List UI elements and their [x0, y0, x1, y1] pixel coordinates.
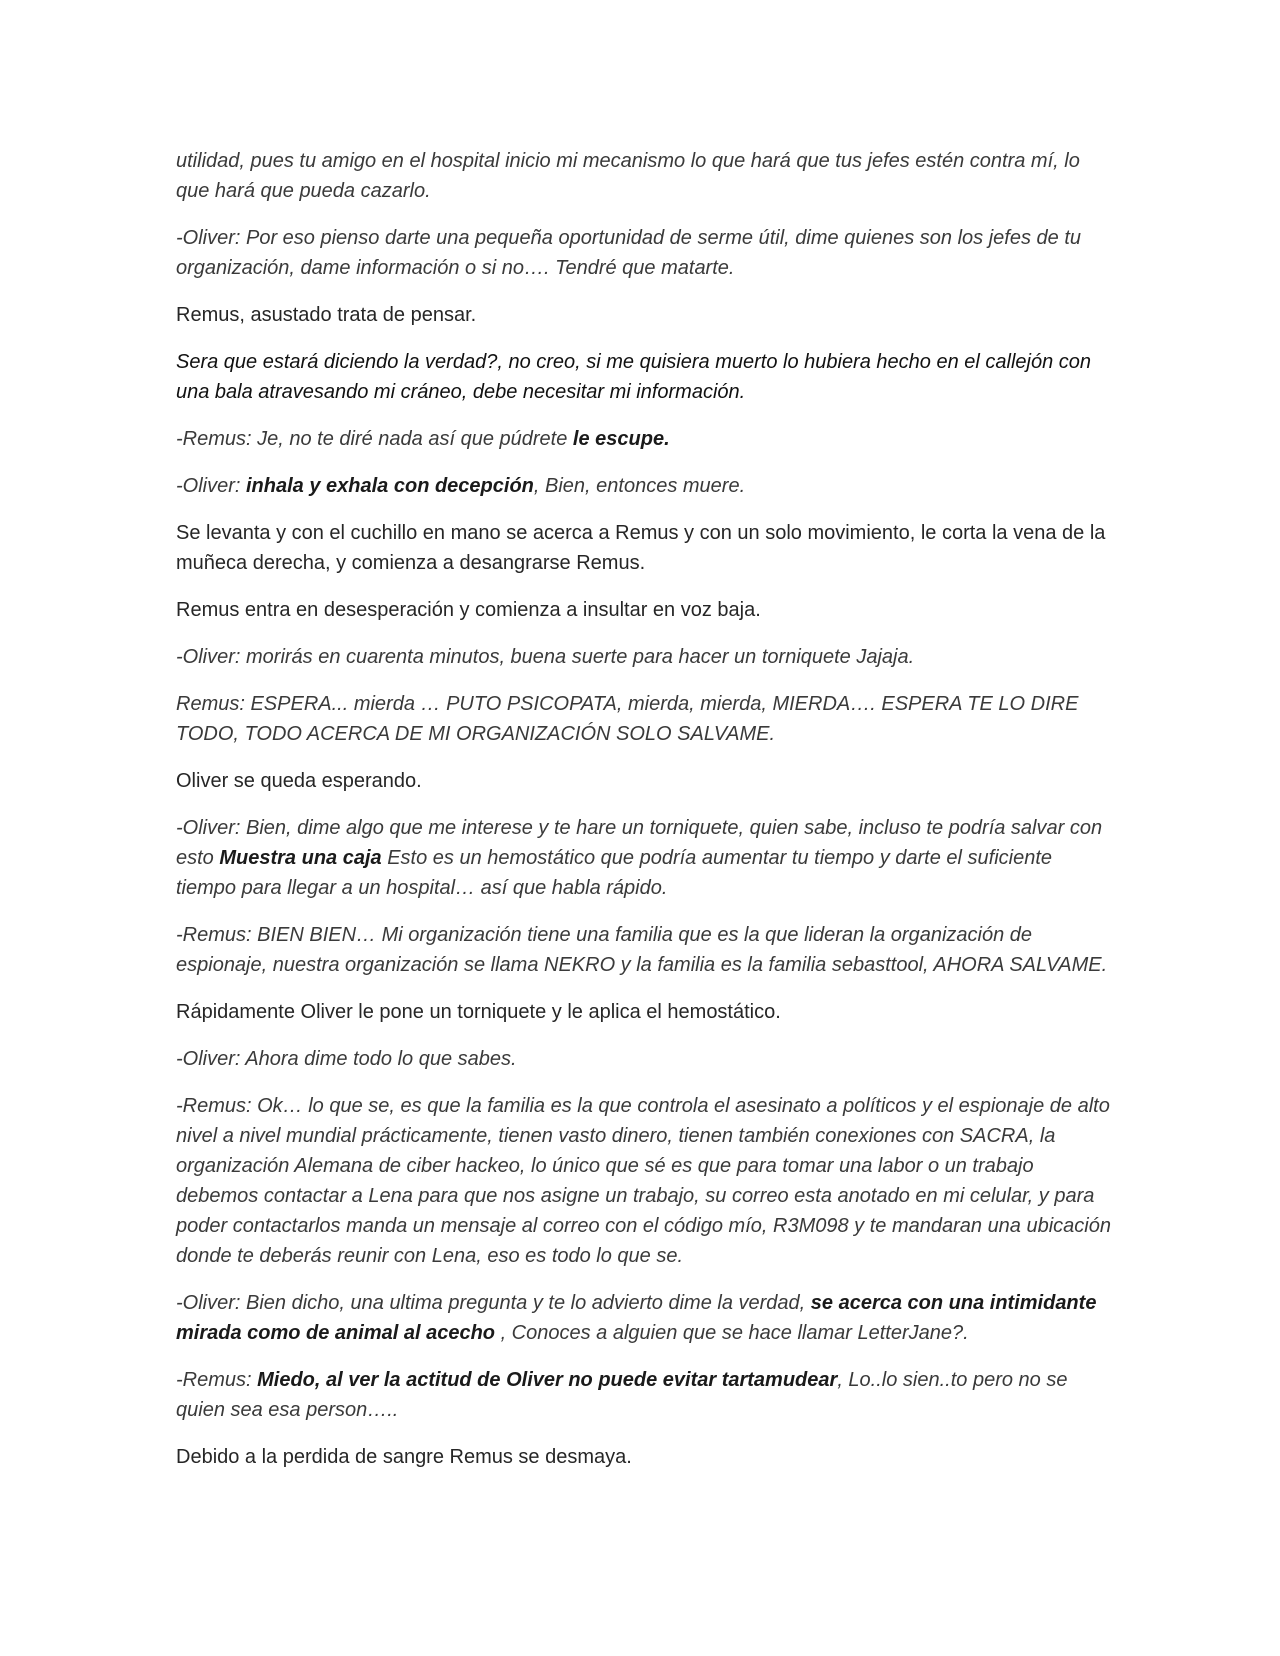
paragraph-text: -Remus: Ok… lo que se, es que la familia es la que controla el asesinato a políticos y el espionaje de alto nivel a nivel mundial prácticamente, tienen vasto dinero, tienen también conexiones con SACRA, la organización Alemana de ciber hackeo, lo único que sé es que para tomar una labor o un trabajo debemos contactar a Lena para que nos asigne un trabajo, su correo esta anotado en mi celular, y para poder contactarlos manda un mensaje al correo con el código mío, R3M098 y te mandaran una ubicación donde te deberás reunir con Lena, eso es todo lo que se.	[176, 1095, 1111, 1267]
paragraph-text: -Oliver: morirás en cuarenta minutos, buena suerte para hacer un torniquete Jajaja.	[176, 646, 915, 668]
paragraph	[176, 300, 1112, 330]
paragraph	[176, 920, 1112, 980]
paragraph-text: Rápidamente Oliver le pone un torniquete y le aplica el hemostático.	[176, 1001, 781, 1023]
paragraph-text: Se levanta y con el cuchillo en mano se acerca a Remus y con un solo movimiento, le corta la vena de la muñeca derecha, y comienza a desangrarse Remus.	[176, 522, 1106, 574]
emphasized-text: Muestra una caja	[219, 847, 382, 869]
paragraph-text: -Oliver: Por eso pienso darte una pequeña oportunidad de serme útil, dime quienes son los jefes de tu organización, dame información o si no…. Tendré que matarte.	[176, 227, 1081, 279]
paragraph	[176, 223, 1112, 283]
paragraph	[176, 518, 1112, 578]
paragraph	[176, 642, 1112, 672]
emphasized-text: Miedo, al ver la actitud de Oliver no puede evitar tartamudear	[257, 1369, 838, 1391]
paragraph-text: Sera que estará diciendo la verdad?, no creo, si me quisiera muerto lo hubiera hecho en el callejón con una bala atravesando mi cráneo, debe necesitar mi información.	[176, 351, 1091, 403]
paragraph	[176, 347, 1112, 407]
paragraph-text: Remus: ESPERA... mierda … PUTO PSICOPATA, mierda, mierda, MIERDA…. ESPERA TE LO DIRE TODO, TODO ACERCA DE MI ORGANIZACIÓN SOLO SALVAME.	[176, 693, 1079, 745]
paragraph	[176, 997, 1112, 1027]
paragraph	[176, 471, 1112, 501]
paragraph-text: -Oliver:	[176, 475, 246, 497]
paragraph	[176, 689, 1112, 749]
paragraph-text: , Conoces a alguien que se hace llamar LetterJane?.	[495, 1322, 969, 1344]
paragraph	[176, 813, 1112, 903]
paragraph	[176, 595, 1112, 625]
paragraph-text: Debido a la perdida de sangre Remus se desmaya.	[176, 1446, 632, 1468]
paragraph-text: -Remus: BIEN BIEN… Mi organización tiene una familia que es la que lideran la organización de espionaje, nuestra organización se llama NEKRO y la familia es la familia sebasttool, AHORA SALVAME.	[176, 924, 1108, 976]
paragraph	[176, 1091, 1112, 1271]
paragraph-text: Oliver se queda esperando.	[176, 770, 422, 792]
paragraph-text: , Bien, entonces muere.	[533, 475, 746, 497]
emphasized-text: inhala y exhala con decepción	[246, 475, 534, 497]
paragraph-text: -Remus: Je, no te diré nada así que púdrete	[176, 428, 573, 450]
paragraph-text: Remus, asustado trata de pensar.	[176, 304, 477, 326]
paragraph	[176, 1442, 1112, 1472]
paragraph	[176, 424, 1112, 454]
paragraph-text: -Oliver: Ahora dime todo lo que sabes.	[176, 1048, 517, 1070]
paragraph-text: -Oliver: Bien dicho, una ultima pregunta y te lo advierto dime la verdad,	[176, 1292, 811, 1314]
paragraph-text: -Remus:	[176, 1369, 258, 1391]
paragraph	[176, 1365, 1112, 1425]
paragraph	[176, 1288, 1112, 1348]
paragraph	[176, 146, 1112, 206]
paragraph	[176, 1044, 1112, 1074]
emphasized-text: le escupe.	[572, 428, 670, 450]
emphasized-text: se acerca con una intimidante mirada como de animal al acecho	[176, 1292, 1097, 1344]
paragraph-text: -Oliver: Bien, dime algo que me interese y te hare un torniquete, quien sabe, incluso te podría salvar con esto	[176, 817, 1103, 869]
paragraph-text: Esto es un hemostático que podría aumentar tu tiempo y darte el suficiente tiempo para llegar a un hospital… así que habla rápido.	[176, 847, 1053, 899]
paragraph-text: utilidad, pues tu amigo en el hospital inicio mi mecanismo lo que hará que tus jefes estén contra mí, lo que hará que pueda cazarlo.	[176, 150, 1080, 202]
document-body	[176, 146, 1112, 1489]
paragraph-text: Remus entra en desesperación y comienza a insultar en voz baja.	[176, 599, 761, 621]
paragraph	[176, 766, 1112, 796]
paragraph-text: , Lo..lo sien..to pero no se quien sea esa person…..	[176, 1369, 1068, 1421]
